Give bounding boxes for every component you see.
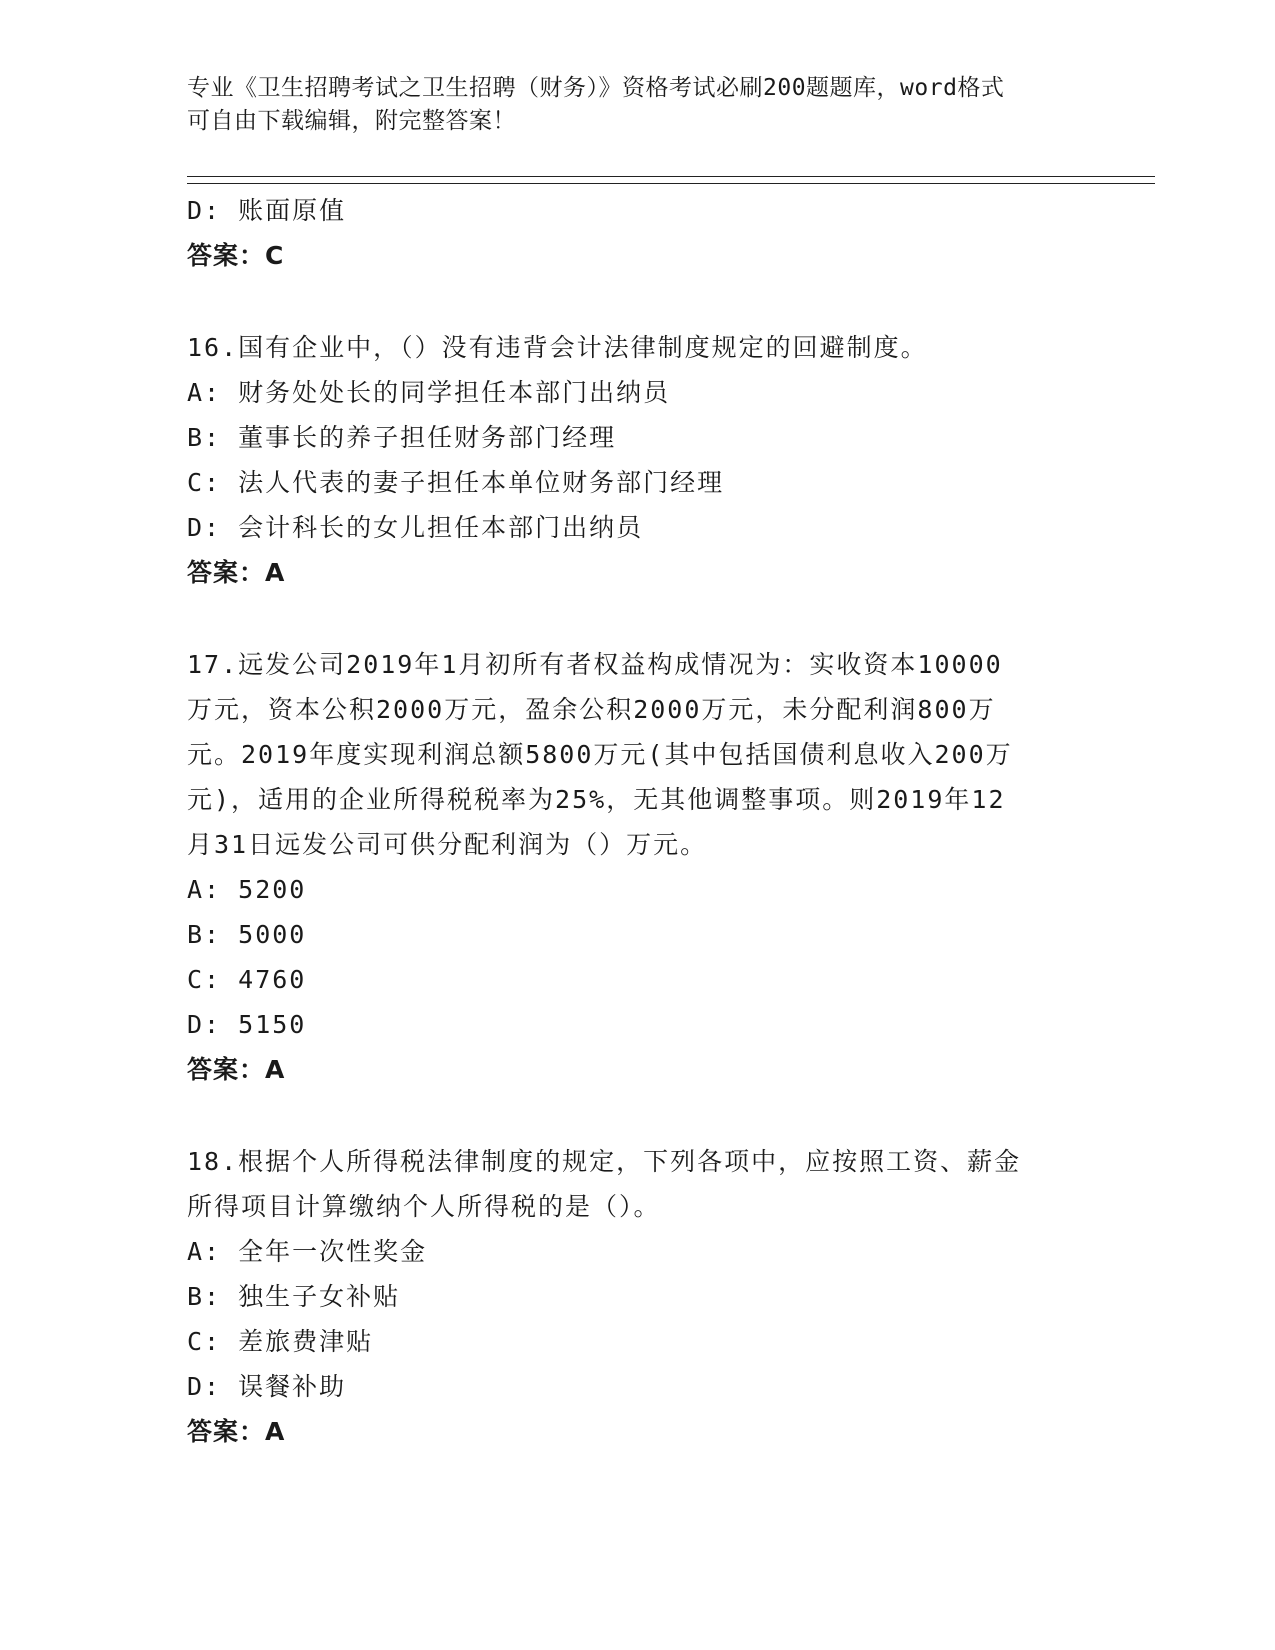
- question-stem-line: 元。2019年度实现利润总额5800万元(其中包括国债利息收入200万: [187, 740, 1013, 769]
- answer-line: 答案：C: [187, 241, 285, 270]
- header-title-line-1: 专业《卫生招聘考试之卫生招聘（财务）》资格考试必刷200题题库，word格式: [187, 75, 1005, 101]
- option-c: C: 差旅费津贴: [187, 1327, 374, 1356]
- option-c: C: 4760: [187, 965, 307, 994]
- question-15-continuation: [187, 188, 1087, 278]
- option-d: D: 5150: [187, 1010, 307, 1039]
- answer-line: 答案：A: [187, 558, 286, 587]
- option-a: A: 全年一次性奖金: [187, 1237, 428, 1266]
- question-stem-line: 17.远发公司2019年1月初所有者权益构成情况为：实收资本10000: [187, 650, 1003, 679]
- answer-line: 答案：A: [187, 1417, 286, 1446]
- question-stem-line: 月31日远发公司可供分配利润为（）万元。: [187, 830, 708, 859]
- header-divider: [187, 176, 1155, 184]
- option-a: A: 财务处处长的同学担任本部门出纳员: [187, 378, 671, 407]
- question-stem-line: 万元，资本公积2000万元，盈余公积2000万元，未分配利润800万: [187, 695, 996, 724]
- page-header: [187, 72, 1087, 138]
- answer-line: 答案：A: [187, 1055, 286, 1084]
- option-c: C: 法人代表的妻子担任本单位财务部门经理: [187, 468, 725, 497]
- question-16: [187, 325, 1087, 595]
- question-18: [187, 1139, 1087, 1454]
- option-b: B: 5000: [187, 920, 307, 949]
- option-d: D: 误餐补助: [187, 1372, 347, 1401]
- option-d: D: 账面原值: [187, 196, 347, 225]
- question-stem-line: 18.根据个人所得税法律制度的规定，下列各项中，应按照工资、薪金: [187, 1147, 1022, 1176]
- option-d: D: 会计科长的女儿担任本部门出纳员: [187, 513, 644, 542]
- document-body: [187, 188, 1087, 1454]
- question-stem-line: 所得项目计算缴纳个人所得税的是（）。: [187, 1192, 661, 1221]
- question-17: [187, 642, 1087, 1092]
- option-a: A: 5200: [187, 875, 307, 904]
- option-b: B: 独生子女补贴: [187, 1282, 401, 1311]
- option-b: B: 董事长的养子担任财务部门经理: [187, 423, 617, 452]
- question-stem: 16.国有企业中，（）没有违背会计法律制度规定的回避制度。: [187, 333, 928, 362]
- question-stem-line: 元)，适用的企业所得税税率为25%，无其他调整事项。则2019年12: [187, 785, 1006, 814]
- header-title-line-2: 可自由下载编辑，附完整答案！: [187, 108, 516, 134]
